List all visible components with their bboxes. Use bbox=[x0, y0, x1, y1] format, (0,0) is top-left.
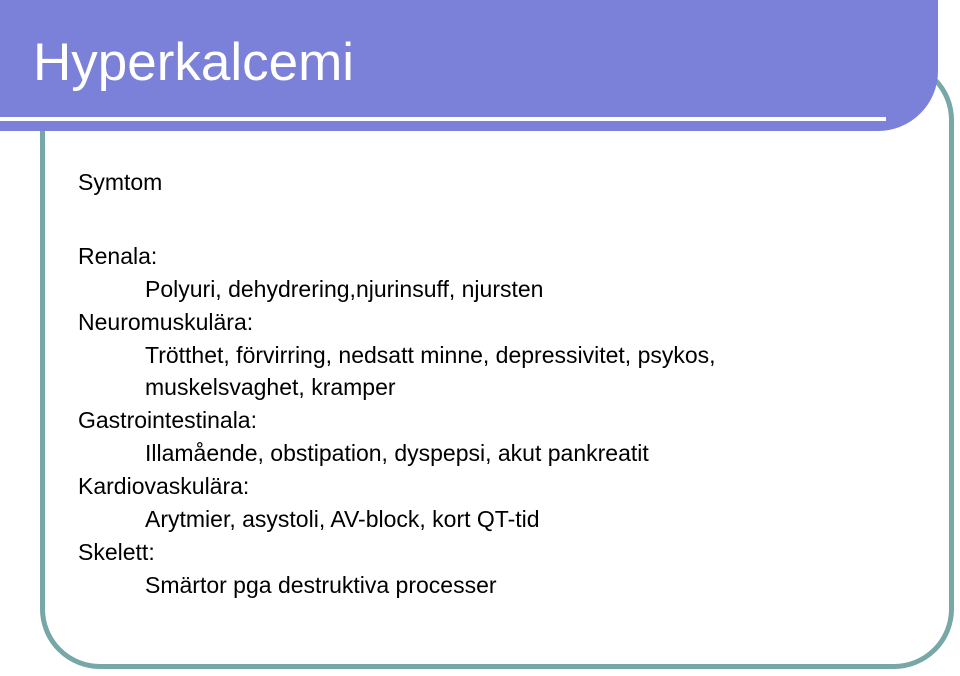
symptom-group-renal bbox=[78, 240, 918, 305]
symptom-group-cardiovascular bbox=[78, 470, 918, 535]
group-detail: Arytmier, asystoli, AV-block, kort QT-tid bbox=[145, 506, 540, 532]
title-band bbox=[0, 0, 938, 131]
slide-content bbox=[78, 166, 918, 602]
group-label: Gastrointestinala: bbox=[78, 407, 257, 433]
group-detail: muskelsvaghet, kramper bbox=[145, 374, 396, 400]
group-detail: Smärtor pga destruktiva processer bbox=[145, 572, 497, 598]
title-underline bbox=[0, 117, 886, 121]
group-label: Skelett: bbox=[78, 539, 155, 565]
group-detail: Trötthet, förvirring, nedsatt minne, depressivitet, psykos, bbox=[145, 342, 716, 368]
symptom-group-skeletal bbox=[78, 536, 918, 601]
symptom-group-gastrointestinal bbox=[78, 404, 918, 469]
group-label: Renala: bbox=[78, 243, 158, 269]
section-heading: Symtom bbox=[78, 169, 163, 195]
group-detail: Illamående, obstipation, dyspepsi, akut pankreatit bbox=[145, 440, 649, 466]
symptom-group-neuromuscular bbox=[78, 306, 918, 403]
group-label: Neuromuskulära: bbox=[78, 309, 254, 335]
group-detail: Polyuri, dehydrering,njurinsuff, njursten bbox=[145, 276, 544, 302]
group-label: Kardiovaskulära: bbox=[78, 473, 250, 499]
slide-title: Hyperkalcemi bbox=[33, 33, 355, 92]
